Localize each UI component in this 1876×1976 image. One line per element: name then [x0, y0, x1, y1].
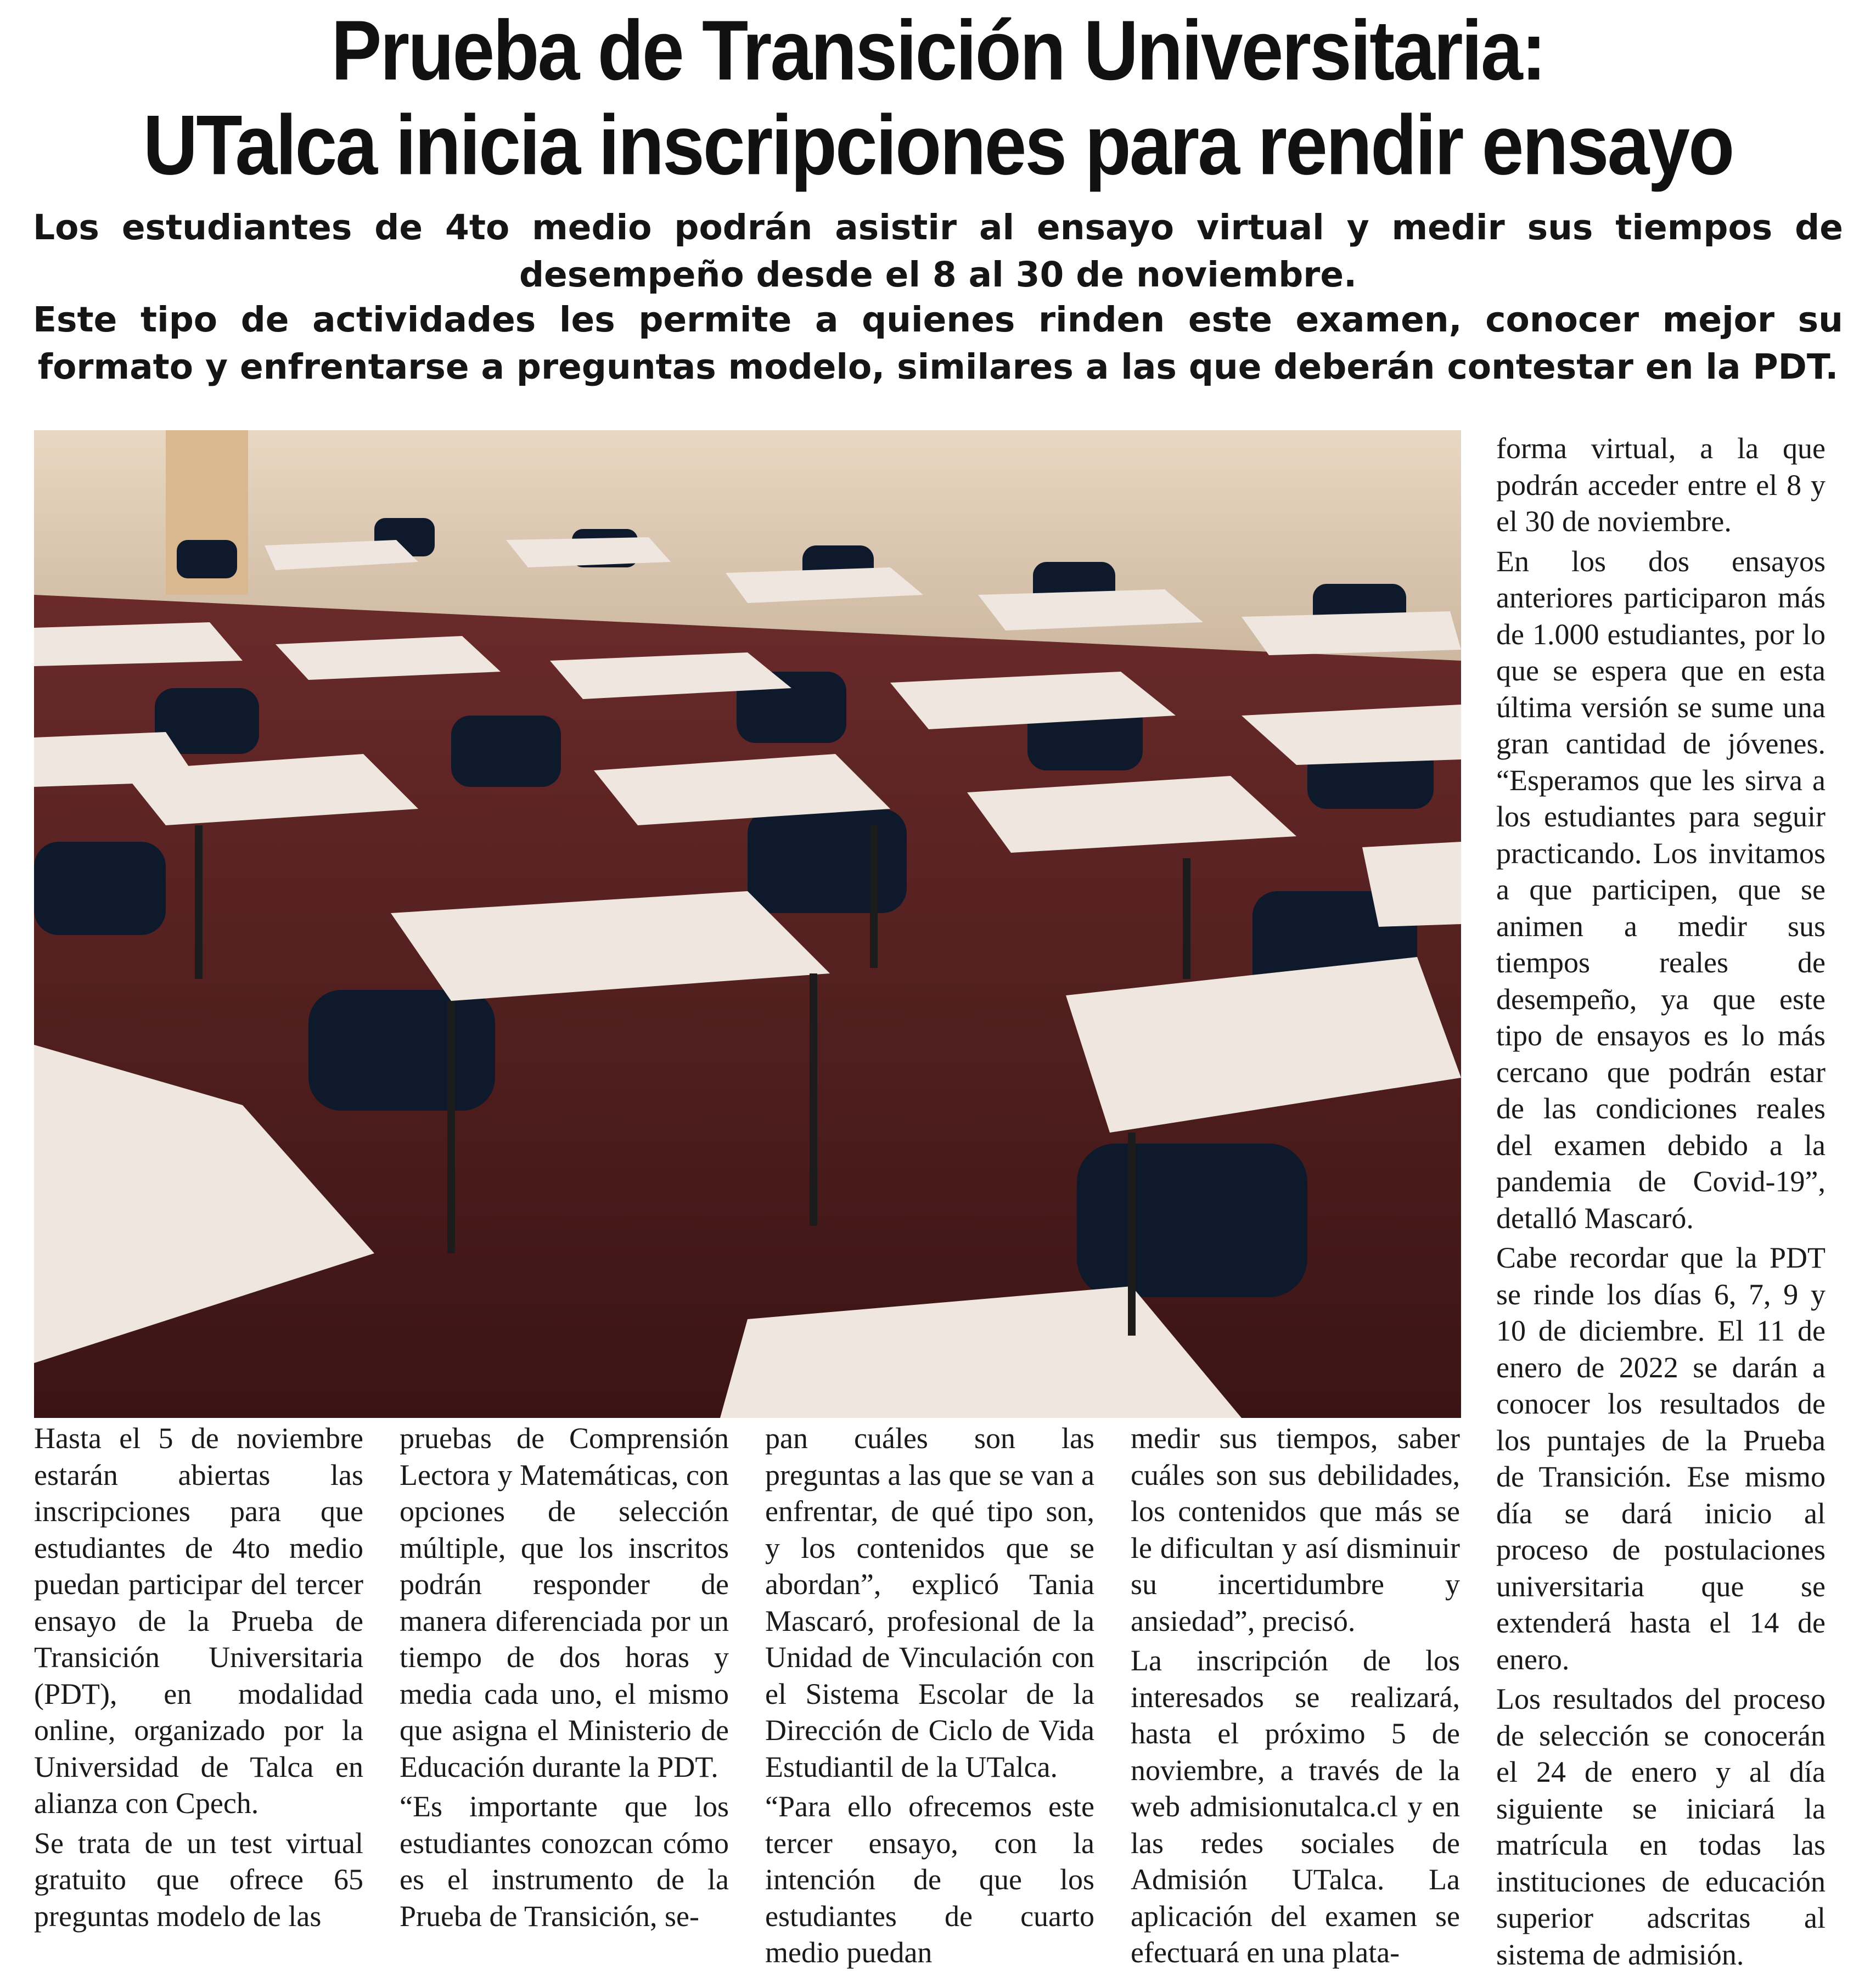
body-column-3 — [765, 1420, 1094, 1974]
body-paragraph: Cabe recordar que la PDT se rinde los días 6, 7, 9 y 10 de diciembre. El 11 de enero de 2022 se darán a conocer los resultados de los puntajes de la Prueba de Transición. Ese mismo día se dará inicio al proceso de postulaciones universitaria que se extenderá hasta el 14 de enero. — [1496, 1241, 1826, 1676]
deck-paragraph-1: Los estudiantes de 4to medio podrán asistir al ensayo virtual y medir sus tiempos de desempeño desde el 8 al 30 de noviembre. — [33, 207, 1843, 295]
body-paragraph: En los dos ensayos anteriores participaron más de 1.000 estudiantes, por lo que se espera que en esta última versión se sume una gran cantidad de jóvenes. “Esperamos que les sirva a los estudiantes para seguir practicando. Los invitamos a que participen, que se animen a medir sus tiempos reales de desempeño, ya que este tipo de ensayos es lo más cercano que podrán estar de las condiciones reales del examen debido a la pandemia de Covid-19”, detalló Mascaró. — [1496, 544, 1826, 1235]
classroom-photo — [34, 430, 1461, 1418]
headline-line-1: Prueba de Transición Universitaria: — [331, 3, 1545, 98]
body-column-1 — [34, 1420, 363, 1938]
body-paragraph: La inscripción de los interesados se realizará, hasta el próximo 5 de noviembre, a través de la web admisionutalca.cl y en las redes sociales de Admisión UTalca. La aplicación del examen se efectuará en una plata- — [1131, 1644, 1460, 1969]
body-paragraph: pruebas de Comprensión Lectora y Matemáticas, con opciones de selección múltiple, que los inscritos podrán responder de manera diferenciada por un tiempo de dos horas y media cada uno, el mismo que asigna el Ministerio de Educación durante la PDT. — [400, 1422, 729, 1783]
body-paragraph: forma virtual, a la que podrán acceder entre el 8 y el 30 de noviembre. — [1496, 432, 1826, 538]
headline — [0, 3, 1876, 193]
body-paragraph: medir sus tiempos, saber cuáles son sus debilidades, los contenidos que más se le dificultan y así disminuir su incertidumbre y ansiedad”, precisó. — [1131, 1422, 1460, 1637]
deck-paragraph-2: Este tipo de actividades les permite a quienes rinden este examen, conocer mejor su formato y enfrentarse a preguntas modelo, similares a las que deberán contestar en la PDT. — [33, 300, 1843, 387]
body-column-5 — [1496, 430, 1826, 1976]
headline-line-2: UTalca inicia inscripciones para rendir ensayo — [143, 98, 1733, 193]
body-paragraph: Los resultados del proceso de selección se conocerán el 24 de enero y al día siguiente se iniciará la matrícula en todas las instituciones de educación superior adscritas al sistema de admisión. — [1496, 1682, 1826, 1971]
body-paragraph: pan cuáles son las preguntas a las que se van a enfrentar, de qué tipo son, y los contenidos que se abordan”, explicó Tania Mascaró, profesional de la Unidad de Vinculación con el Sistema Escolar de la Dirección de Ciclo de Vida Estudiantil de la UTalca. — [765, 1422, 1094, 1783]
body-paragraph: Se trata de un test virtual gratuito que ofrece 65 preguntas modelo de las — [34, 1826, 363, 1933]
body-paragraph: “Para ello ofrecemos este tercer ensayo, con la intención de que los estudiantes de cuarto medio puedan — [765, 1790, 1094, 1969]
body-paragraph: Hasta el 5 de noviembre estarán abiertas las inscripciones para que estudiantes de 4to medio puedan participar del tercer ensayo de la Prueba de Transición Universitaria (PDT), en modalidad online, organizado por la Universidad de Talca en alianza con Cpech. — [34, 1422, 363, 1820]
body-column-4 — [1131, 1420, 1460, 1974]
body-paragraph: “Es importante que los estudiantes conozcan cómo es el instrumento de la Prueba de Transición, se- — [400, 1790, 729, 1933]
body-column-2 — [400, 1420, 729, 1938]
